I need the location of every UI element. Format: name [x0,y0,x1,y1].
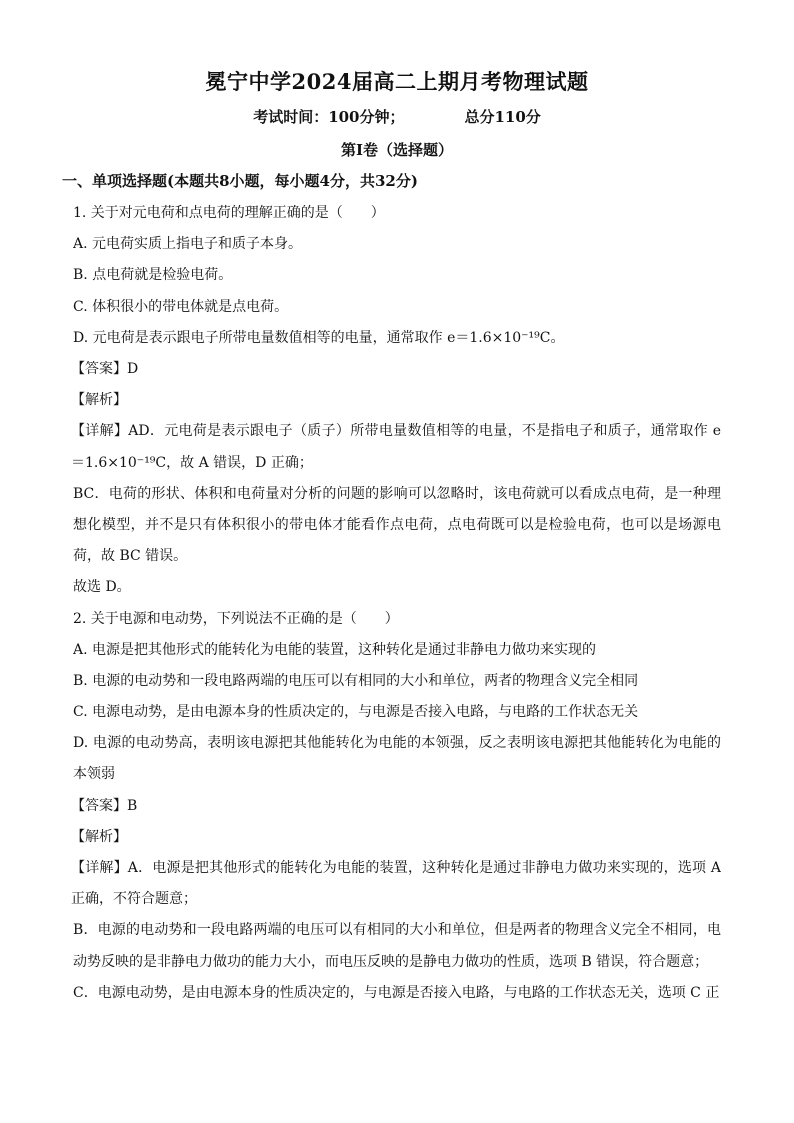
exam-meta [0,106,794,127]
q2-option-d: D. 电源的电动势高，表明该电源把其他能转化为电能的本领强，反之表明该电源把其他能转化为电能的本领弱 [73,735,721,783]
exam-total-score: 总分110分 [464,108,541,126]
q2-analysis-tag: 【解析】 [71,828,127,845]
volume-heading: 第Ⅰ卷（选择题） [340,141,454,159]
q1-detail-1: 【详解】AD．元电荷是表示跟电子（质子）所带电量数值相等的电量，不是指电子和质子，通常取作 e＝1.6×10⁻¹⁹C，故 A 错误，D 正确； [71,423,721,471]
q1-option-b: B. 点电荷就是检验电荷。 [73,267,233,284]
q2-option-b: B. 电源的电动势和一段电路两端的电压可以有相同的大小和单位，两者的物理含义完全相同 [73,672,639,689]
questions [73,198,721,1009]
exam-time: 考试时间：100分钟； [253,108,405,126]
section-heading: 一、单项选择题(本题共8小题，每小题4分，共32分) [62,172,418,190]
q2-answer: 【答案】B [71,797,138,814]
q1-analysis-tag: 【解析】 [71,392,127,409]
q1-stem: 1. 关于对元电荷和点电荷的理解正确的是（ ） [73,205,385,221]
q2-stem: 2. 关于电源和电动势，下列说法不正确的是（ ） [73,610,399,627]
page-title: 冕宁中学2024届高二上期月考物理试题 [205,69,589,94]
q2-option-a: A. 电源是把其他形式的能转化为电能的装置，这种转化是通过非静电力做功来实现的 [73,641,597,658]
q1-option-a: A. 元电荷实质上指电子和质子本身。 [73,236,303,253]
q2-detail-3: C．电源电动势，是由电源本身的性质决定的，与电源是否接入电路，与电路的工作状态无关，选项 C 正 [73,984,720,1001]
q2-detail-2: B．电源的电动势和一段电路两端的电压可以有相同的大小和单位，但是两者的物理含义完全不相同，电动势反映的是非静电力做功的能力大小，而电压反映的是静电力做功的性质，选项 B 错误，符合题意； [73,922,721,970]
q1-option-d: D. 元电荷是表示跟电子所带电量数值相等的电量，通常取作 e＝1.6×10⁻¹⁹C。 [73,329,565,346]
q2-option-c: C. 电源电动势，是由电源本身的性质决定的，与电源是否接入电路，与电路的工作状态无关 [73,704,639,721]
q2-detail-1: 【详解】A．电源是把其他形式的能转化为电能的装置，这种转化是通过非静电力做功来实现的，选项 A 正确，不符合题意； [71,860,721,908]
q1-option-c: C. 体积很小的带电体就是点电荷。 [73,298,289,315]
q1-detail-2: BC．电荷的形状、体积和电荷量对分析的问题的影响可以忽略时，该电荷就可以看成点电荷，是一种理想化模型，并不是只有体积很小的带电体才能看作点电荷，点电荷既可以是检验电荷，也可以是场源电荷，故 BC 错误。 [73,485,721,565]
q1-answer: 【答案】D [71,360,139,377]
q1-conclusion: 故选 D。 [73,579,131,596]
